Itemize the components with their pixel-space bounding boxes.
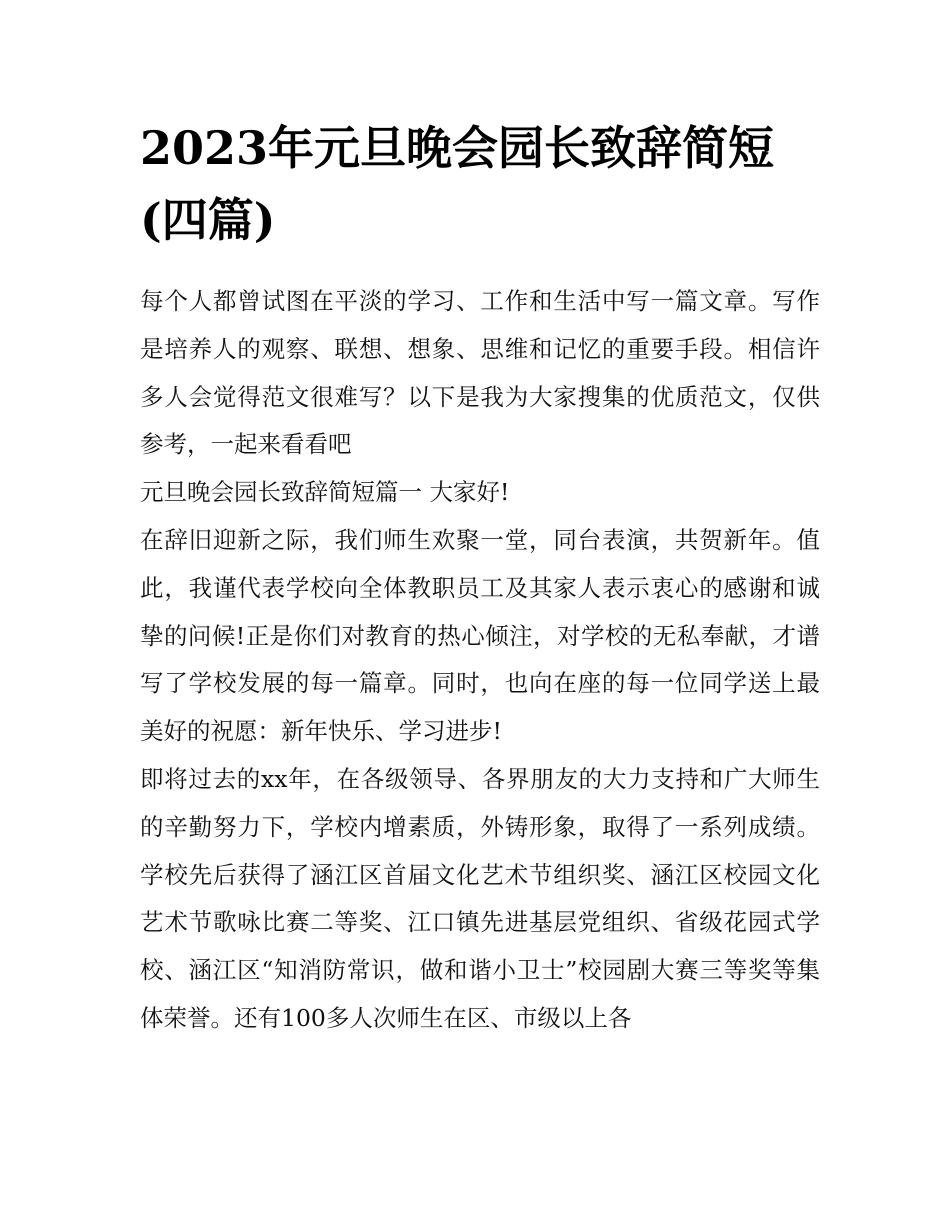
greeting-paragraph: 在辞旧迎新之际，我们师生欢聚一堂，同台表演，共贺新年。值此，我谨代表学校向全体教职员工及其家人表示衷心的感谢和诚挚的问候!正是你们对教育的热心倾注，对学校的无私奉献，才谱写了学校发展的每一篇章。同时，也向在座的每一位同学送上最美好的祝愿：新年快乐、学习进步!: [140, 525, 820, 746]
achievements-paragraph: 即将过去的xx年，在各级领导、各界朋友的大力支持和广大师生的辛勤努力下，学校内增素质，外铸形象，取得了一系列成绩。学校先后获得了涵江区首届文化艺术节组织奖、涵江区校园文化艺术节歌咏比赛二等奖、江口镇先进基层党组织、省级花园式学校、涵江区“知消防常识，做和谐小卫士”校园剧大赛三等奖等集体荣誉。还有100多人次师生在区、市级以上各: [140, 764, 820, 1032]
intro-paragraph: 每个人都曾试图在平淡的学习、工作和生活中写一篇文章。写作是培养人的观察、联想、想象、思维和记忆的重要手段。相信许多人会觉得范文很难写？以下是我为大家搜集的优质范文，仅供参考，一起来看看吧: [140, 287, 820, 459]
document-title: 2023年元旦晚会园长致辞简短(四篇): [140, 121, 775, 247]
section-heading-paragraph: 元旦晚会园长致辞简短篇一 大家好!: [140, 478, 510, 507]
document-body: [140, 278, 820, 1043]
